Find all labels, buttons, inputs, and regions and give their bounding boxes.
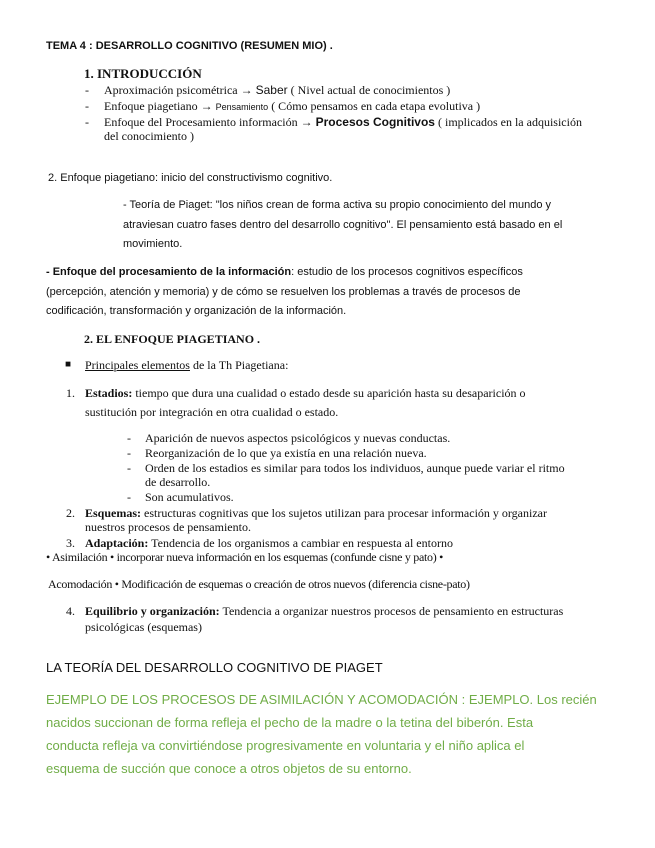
procesamiento-line-3: codificación, transformación y organización de la información. [46,305,347,317]
estadios-sub-3: Orden de los estadios es similar para todos los individuos, aunque puede variar el ritmo [145,461,565,475]
ejemplo-line-3: conducta refleja va convirtiéndose progresivamente en voluntaria y el niño aplica el [46,738,525,753]
intro-item-3-pre: Enfoque del Procesamiento información [104,115,301,129]
intro-item-3-bold: Procesos Cognitivos [315,115,435,129]
list-number-3: 3. [66,536,75,550]
intro-heading: 1. INTRODUCCIÓN [84,66,202,81]
dash-bullet: - [127,490,131,504]
dash-bullet: - [85,83,89,97]
arrow-right-icon: → [300,115,313,129]
adaptacion-line-1 [85,536,453,551]
ejemplo-line-4: esquema de succión que conoce a otros objetos de su entorno. [46,761,412,776]
intro-item-1-bold: Saber [255,83,288,97]
intro-item-2-post: ( Cómo pensamos en cada etapa evolutiva ) [268,99,481,113]
intro-item-2-pre: Enfoque piagetiano [104,99,201,113]
teoria-line-3: movimiento. [123,238,183,250]
equilibrio-bold: Equilibrio y organización: [85,604,220,618]
teoria-line-2: atraviesan cuatro fases dentro del desarrollo cognitivo". El pensamiento está basado en el [123,219,563,231]
intro-item-3-line-2: del conocimiento ) [104,129,194,143]
principales-underlined: Principales elementos [85,358,190,372]
estadios-line-2: sustitución por integración en otra cualidad o estado. [85,405,339,419]
equilibrio-line-2: psicológicas (esquemas) [85,620,202,634]
estadios-sub-4: Son acumulativos. [145,490,234,504]
square-bullet-icon: ■ [65,359,72,370]
procesamiento-text: : estudio de los procesos cognitivos específicos [291,266,523,278]
esquemas-text: estructuras cognitivas que los sujetos utilizan para procesar información y organizar [141,506,547,520]
estadios-sub-2: Reorganización de lo que ya existía en una relación nueva. [145,446,427,460]
intro-item-3-post: ( implicados en la adquisición [434,115,582,129]
asimilacion-line: • Asimilación • incorporar nueva información en los esquemas (confunde cisne y pato) • [46,550,444,564]
estadios-sub-3-line-2: de desarrollo. [145,475,211,489]
procesamiento-line-2: (percepción, atención y memoria) y de cómo se resuelven los problemas a través de procesos de [46,286,521,298]
intro-item-2 [104,99,480,114]
estadios-bold: Estadios: [85,386,133,400]
estadios-sub-1: Aparición de nuevos aspectos psicológicos y nuevas conductas. [145,431,451,445]
dash-bullet: - [85,99,89,113]
acomodacion-line: Acomodación • Modificación de esquemas o creación de otros nuevos (diferencia cisne-pato) [48,577,470,591]
principales-text: de la Th Piagetiana: [189,358,289,372]
dash-bullet: - [127,446,131,460]
list-number-1: 1. [66,386,75,400]
esquemas-line-1 [85,506,547,521]
piaget-heading: 2. EL ENFOQUE PIAGETIANO . [84,332,261,346]
dash-bullet: - [85,115,89,129]
intro-item-2-small: Pensamiento [215,102,269,112]
procesamiento-bold: - Enfoque del procesamiento de la información [46,266,292,278]
dash-bullet: - [127,431,131,445]
intro-item-1-post: ( Nivel actual de conocimientos ) [287,83,451,97]
equilibrio-line-1 [85,604,563,619]
equilibrio-text: Tendencia a organizar nuestros procesos de pensamiento en estructuras [219,604,564,618]
esquemas-line-2: nuestros procesos de pensamiento. [85,520,251,534]
arrow-right-icon: → [240,83,253,97]
intro-item-1 [104,83,450,98]
list-number-4: 4. [66,604,75,618]
section-2-line: 2. Enfoque piagetiano: inicio del constructivismo cognitivo. [48,172,333,184]
dash-bullet: - [127,461,131,475]
intro-item-1-pre: Aproximación psicométrica [104,83,241,97]
intro-item-3 [104,115,582,130]
teoria-heading: LA TEORÍA DEL DESARROLLO COGNITIVO DE PIAGET [46,660,383,675]
estadios-line-1 [85,386,526,401]
ejemplo-line-2: nacidos succionan de forma refleja el pecho de la madre o la tetina del biberón. Esta [46,715,534,730]
esquemas-bold: Esquemas: [85,506,142,520]
adaptacion-text: Tendencia de los organismos a cambiar en respuesta al entorno [148,536,453,550]
arrow-right-icon: → [200,99,213,113]
estadios-text: tiempo que dura una cualidad o estado desde su aparición hasta su desaparición o [132,386,526,400]
ejemplo-line-1: EJEMPLO DE LOS PROCESOS DE ASIMILACIÓN Y ACOMODACIÓN : EJEMPLO. Los recién [46,692,597,707]
teoria-line-1: - Teoría de Piaget: "los niños crean de forma activa su propio conocimiento del mundo y [123,199,552,211]
procesamiento-line-1 [46,266,523,278]
principales-line [85,358,288,373]
adaptacion-bold: Adaptación: [85,536,149,550]
document-title: TEMA 4 : DESARROLLO COGNITIVO (RESUMEN MIO) . [46,40,333,52]
list-number-2: 2. [66,506,75,520]
